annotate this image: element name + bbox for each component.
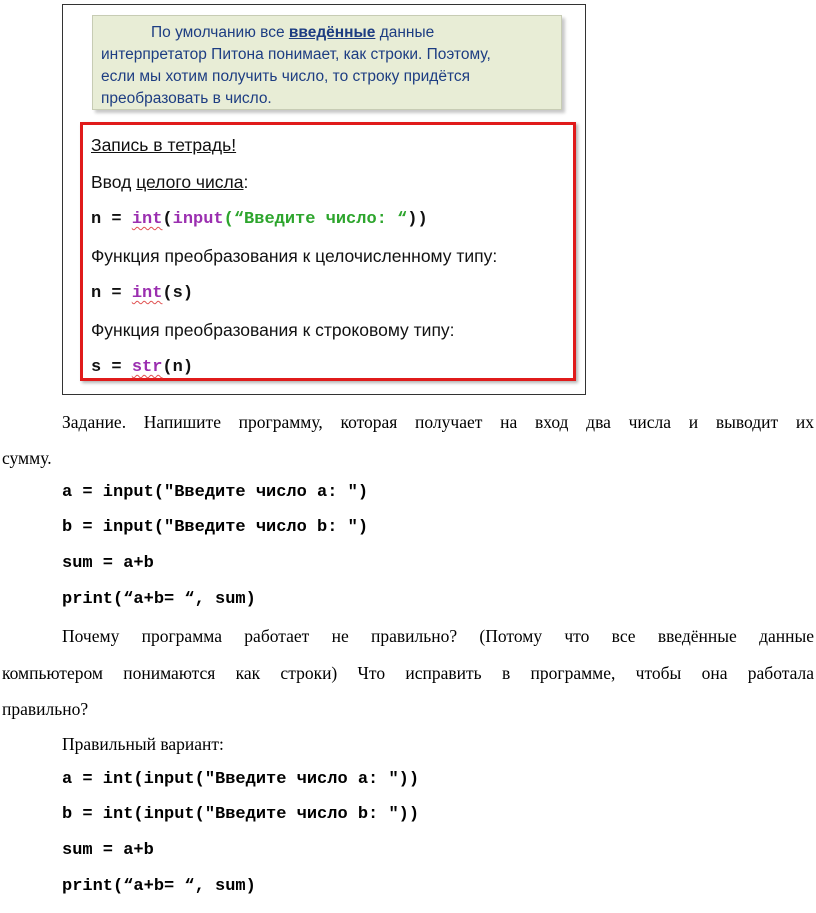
code-line: print(“a+b= “, sum) bbox=[62, 877, 256, 896]
code-int-input: n = int(input(“Введите число: “)) bbox=[91, 210, 428, 229]
notebook-title: Запись в тетрадь! bbox=[91, 135, 237, 155]
question-line: Почему программа работает не правильно? (Потому что все введённые данные bbox=[62, 626, 814, 646]
question-line: компьютером понимаются как строки) Что исправить в программе, чтобы она работала bbox=[2, 663, 814, 683]
code-line: a = input("Введите число a: ") bbox=[62, 483, 369, 502]
notebook-box bbox=[80, 122, 576, 381]
note-emphasis: введённые bbox=[288, 24, 376, 41]
slide-image bbox=[62, 4, 586, 395]
conv-int-label: Функция преобразования к целочисленному типу: bbox=[91, 246, 498, 266]
conv-str-label: Функция преобразования к строковому типу: bbox=[91, 320, 455, 340]
code-line: sum = a+b bbox=[62, 841, 154, 860]
code-line: sum = a+b bbox=[62, 554, 154, 573]
code-int-s: n = int(s) bbox=[91, 284, 194, 303]
code-str-n: s = str(n) bbox=[91, 358, 194, 377]
keyword-str: str bbox=[131, 358, 163, 377]
keyword-int: int bbox=[131, 210, 163, 229]
info-note bbox=[92, 15, 562, 110]
code-line: print(“a+b= “, sum) bbox=[62, 590, 256, 609]
question-line: правильно? bbox=[2, 699, 89, 719]
note-line: преобразовать в число. bbox=[101, 90, 272, 107]
keyword-input: input bbox=[172, 210, 224, 229]
int-input-label: Ввод целого числа: bbox=[91, 172, 249, 192]
code-line: a = int(input("Введите число a: ")) bbox=[62, 770, 420, 789]
note-line: если мы хотим получить число, то строку придётся bbox=[101, 68, 471, 85]
keyword-int: int bbox=[131, 284, 163, 303]
task-line: сумму. bbox=[2, 448, 52, 468]
code-line: b = int(input("Введите число b: ")) bbox=[62, 805, 420, 824]
string-literal: (“Введите число: “ bbox=[223, 210, 408, 229]
task-line: Задание. Напишите программу, которая получает на вход два числа и выводит их bbox=[62, 412, 814, 432]
note-line: По умолчанию все введённые данные bbox=[151, 24, 435, 41]
correct-label: Правильный вариант: bbox=[62, 734, 224, 754]
note-line: интерпретатор Питона понимает, как строки. Поэтому, bbox=[101, 46, 491, 63]
code-line: b = input("Введите число b: ") bbox=[62, 518, 369, 537]
